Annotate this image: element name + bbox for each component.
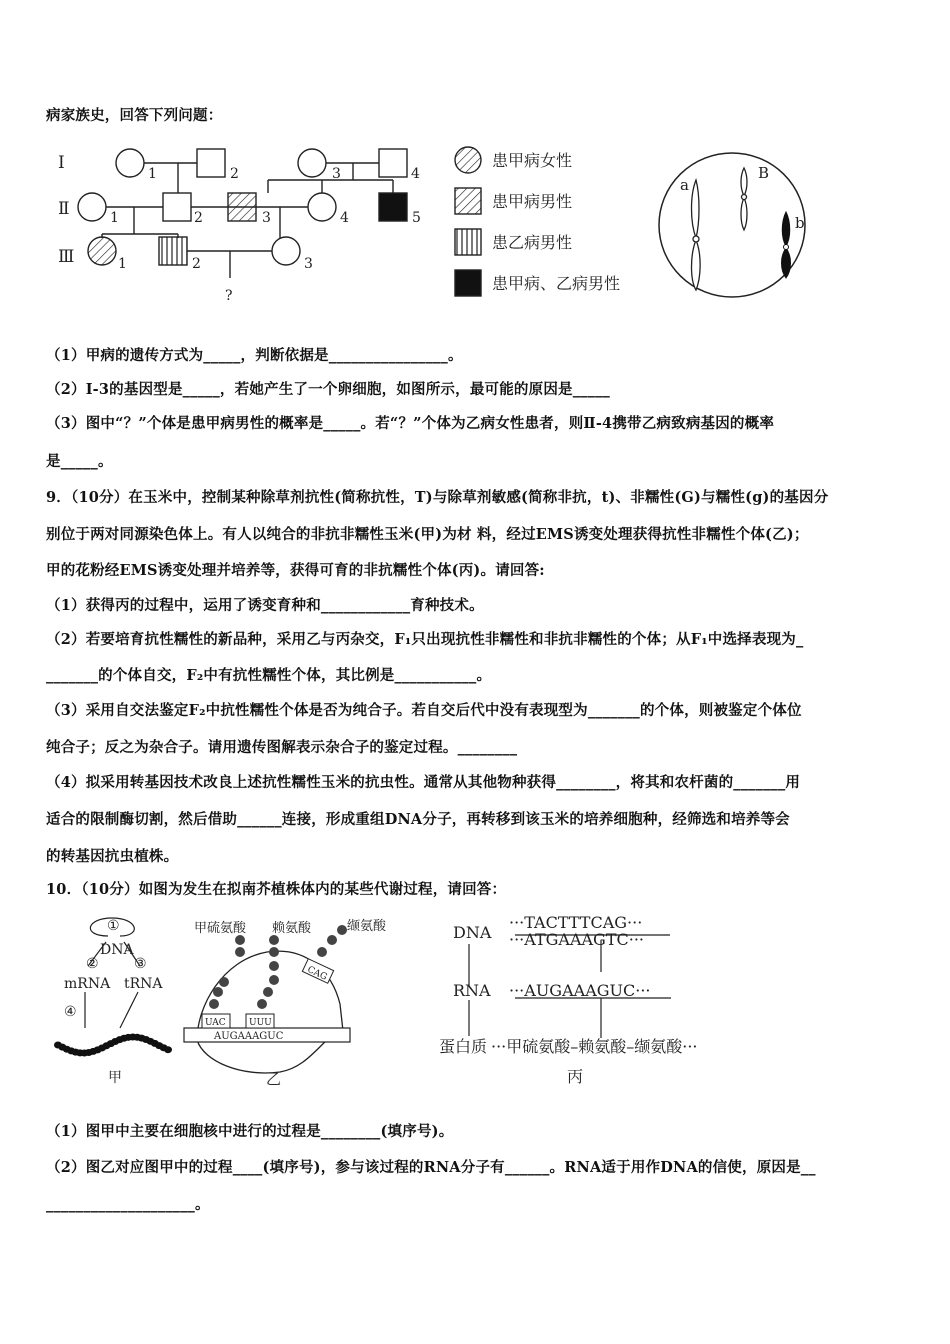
legend-a-male: 患甲病男性: [492, 192, 573, 211]
label-II2: 2: [194, 210, 203, 226]
q10-line-4: ____________________。: [46, 1196, 210, 1213]
legend-a-female: 患甲病女性: [492, 151, 573, 170]
q9-line-10: 适合的限制酶切割，然后借助______连接，形成重组DNA分子，再转移到该玉米的培养细胞种，经筛选和培养等会: [46, 811, 790, 828]
q9-line-6: _______的个体自交，F₂中有抗性糯性个体，其比例是___________。: [46, 667, 492, 684]
label-II5: 5: [412, 210, 421, 226]
jia-mrna-label: mRNA: [64, 976, 111, 992]
label-III3: 3: [304, 256, 313, 272]
step-1-mark: ①: [107, 918, 120, 934]
q10-line-3: （2）图乙对应图甲中的过程____(填序号)，参与该过程的RNA分子有______。RNA适于用作DNA的信使，原因是__: [46, 1159, 816, 1176]
label-III2: 2: [192, 256, 201, 272]
bing-peptide: ···甲硫氨酸–赖氨酸–缬氨酸···: [491, 1037, 698, 1056]
bing-strand-2: ···ATGAAAGTC···: [509, 930, 645, 949]
jia-trna-label: tRNA: [124, 976, 163, 992]
bing-strand-1: ···TACTTTCAG···: [509, 913, 643, 932]
q9-line-3: 甲的花粉经EMS诱变处理并培养等，获得可育的非抗糯性个体(丙)。请回答:: [46, 562, 545, 579]
jia-caption: 甲: [108, 1070, 122, 1086]
q10-line-1: 10．（10分）如图为发生在拟南芥植株体内的某些代谢过程，请回答：: [46, 881, 507, 898]
label-III1: 1: [118, 256, 127, 272]
yi-uuu-label: UUU: [249, 1018, 272, 1028]
q9-line-7: （3）采用自交法鉴定F₂中抗性糯性个体是否为纯合子。若自交后代中没有表现型为_______的个体，则被鉴定个体位: [46, 702, 802, 719]
q9-line-9: （4）拟采用转基因技术改良上述抗性糯性玉米的抗虫性。通常从其他物种获得________，将其和农杆菌的_______用: [46, 774, 801, 791]
q9-line-8: 纯合子；反之为杂合子。请用遗传图解表示杂合子的鉴定过程。________: [46, 739, 518, 756]
legend-b-male: 患乙病男性: [492, 233, 573, 252]
yi-mrna-seq: AUGAAAGUC: [214, 1031, 284, 1042]
figure-bing: [435, 910, 725, 1095]
gen-label-3: Ⅲ: [58, 247, 75, 267]
yi-met-label: 甲硫氨酸: [194, 921, 247, 936]
bing-protein-label: 蛋白质: [439, 1037, 488, 1056]
yi-uac-label: UAC: [205, 1018, 226, 1028]
q9-line-5: （2）若要培育抗性糯性的新品种，采用乙与丙杂交，F₁只出现抗性非糯性和非抗非糯性的个体；从F₁中选择表现为_: [46, 631, 804, 648]
label-II4: 4: [340, 210, 349, 226]
step-3-mark: ③: [134, 956, 147, 972]
gen-label-2: Ⅱ: [58, 199, 70, 219]
egg-cell-figure: [655, 150, 810, 300]
q8-line-3: （3）图中“？”个体是患甲病男性的概率是_____。若“？”个体为乙病女性患者，则Ⅱ-4携带乙病致病基因的概率: [46, 415, 775, 432]
step-4-mark: ④: [64, 1004, 77, 1020]
bing-rna-label: RNA: [453, 981, 491, 1000]
figure-yi: [182, 912, 422, 1092]
bing-rna-seq: ···AUGAAAGUC···: [509, 981, 651, 1000]
legend-ab-male: 患甲病、乙病男性: [492, 274, 621, 293]
label-I1: 1: [148, 166, 157, 182]
label-I3: 3: [332, 166, 341, 182]
unknown-mark: ?: [225, 288, 233, 304]
q9-line-1: 9．（10分）在玉米中，控制某种除草剂抗性(简称抗性，T)与除草剂敏感(简称非抗，t)、非糯性(G)与糯性(g)的基因分: [46, 489, 829, 506]
bing-caption: 丙: [567, 1067, 584, 1086]
yi-cag-label: CAG: [305, 964, 329, 983]
gen-label-1: Ⅰ: [58, 153, 65, 173]
step-2-mark: ②: [86, 956, 99, 972]
q10-line-2: （1）图甲中主要在细胞核中进行的过程是________(填序号)。: [46, 1123, 454, 1140]
q8-line-2: （2）Ⅰ-3的基因型是_____，若她产生了一个卵细胞，如图所示，最可能的原因是_____: [46, 381, 610, 398]
label-I2: 2: [230, 166, 239, 182]
jia-dna-label: DNA: [100, 942, 134, 958]
q9-line-4: （1）获得丙的过程中，运用了诱变育种和____________育种技术。: [46, 597, 484, 614]
label-II3: 3: [262, 210, 271, 226]
q9-line-11: 的转基因抗虫植株。: [46, 848, 179, 865]
q9-line-2: 别位于两对同源染色体上。有人以纯合的非抗非糯性玉米(甲)为材 料，经过EMS诱变处理获得抗性非糯性个体(乙)；: [46, 526, 809, 543]
chromosome-label-a: a: [680, 176, 689, 194]
label-II1: 1: [110, 210, 119, 226]
pedigree-figure: [50, 138, 650, 308]
chromosome-label-B: B: [758, 164, 770, 182]
intro-text: 病家族史，回答下列问题：: [46, 107, 223, 124]
label-I4: 4: [411, 166, 420, 182]
yi-lys-label: 赖氨酸: [272, 921, 312, 936]
q8-line-1: （1）甲病的遗传方式为_____，判断依据是________________。: [46, 347, 463, 364]
amino-acid-bead: [164, 1046, 172, 1053]
chromosome-label-b: b: [795, 214, 805, 232]
bing-dna-label: DNA: [453, 923, 492, 942]
yi-val-label: 缬氨酸: [347, 919, 387, 934]
figure-jia: [50, 910, 180, 1095]
yi-caption: 乙: [266, 1070, 282, 1088]
q8-line-4: 是_____。: [46, 453, 113, 470]
